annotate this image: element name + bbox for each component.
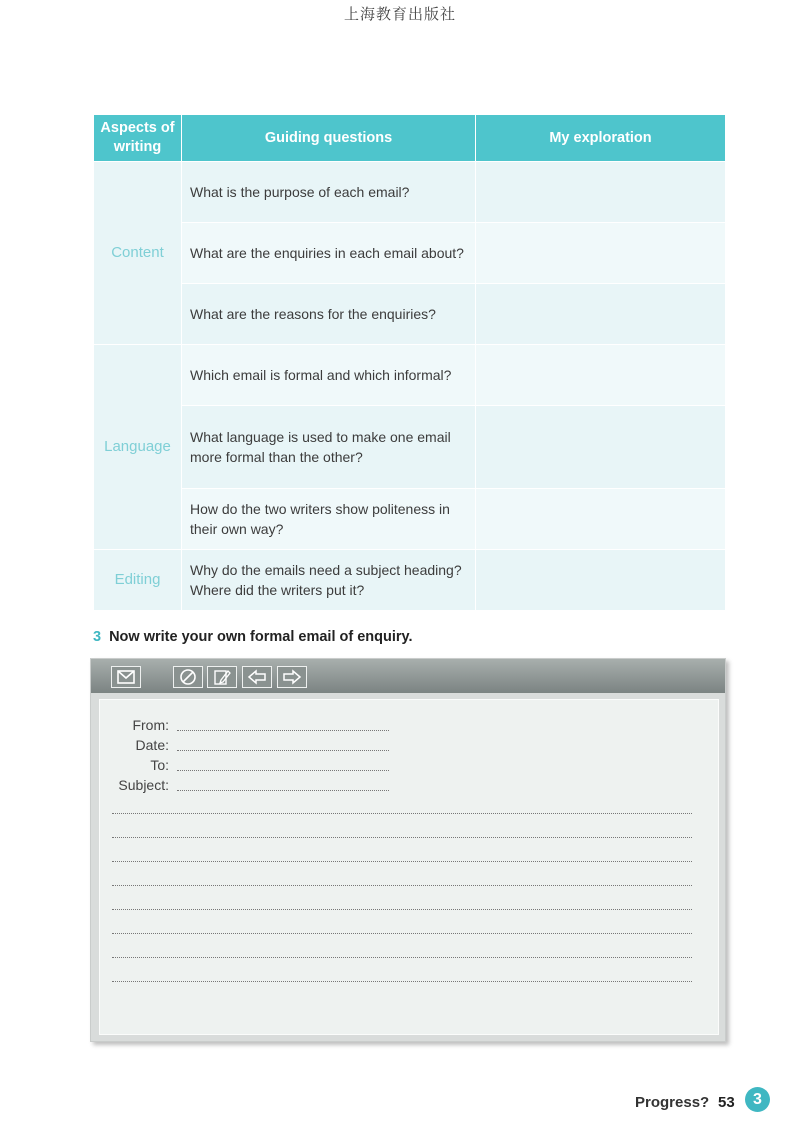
subject-field-row: [100, 774, 389, 794]
aspect-content: Content: [94, 162, 182, 345]
header-aspects: Aspects of writing: [94, 115, 182, 162]
from-field-row: [100, 714, 389, 734]
date-label: Date:: [135, 737, 169, 753]
exploration-cell[interactable]: [476, 489, 726, 550]
aspect-language: Language: [94, 345, 182, 550]
email-body: [99, 699, 719, 1035]
message-line[interactable]: [112, 957, 692, 958]
message-line[interactable]: [112, 981, 692, 982]
writing-aspects-table: [93, 114, 726, 611]
message-line[interactable]: [112, 933, 692, 934]
table-row: [94, 162, 726, 223]
from-label: From:: [132, 717, 169, 733]
message-line[interactable]: [112, 885, 692, 886]
date-field[interactable]: [177, 737, 389, 751]
edit-icon[interactable]: [207, 666, 237, 688]
question-cell: What are the enquiries in each email about?: [182, 223, 476, 284]
task-text: Now write your own formal email of enquiry.: [109, 629, 413, 645]
question-cell: What are the reasons for the enquiries?: [182, 284, 476, 345]
message-line[interactable]: [112, 813, 692, 814]
message-line[interactable]: [112, 861, 692, 862]
exploration-cell[interactable]: [476, 406, 726, 489]
task-number: 3: [93, 629, 102, 645]
subject-field[interactable]: [177, 777, 389, 791]
table-row: [94, 223, 726, 284]
from-field[interactable]: [177, 717, 389, 731]
forward-arrow-icon[interactable]: [277, 666, 307, 688]
question-cell: What is the purpose of each email?: [182, 162, 476, 223]
aspect-editing: Editing: [94, 550, 182, 611]
table-row: [94, 284, 726, 345]
table-row: [94, 550, 726, 611]
question-cell: How do the two writers show politeness in their own way?: [182, 489, 476, 550]
question-cell: Which email is formal and which informal?: [182, 345, 476, 406]
header-guiding-questions: Guiding questions: [182, 115, 476, 162]
to-field[interactable]: [177, 757, 389, 771]
table-header-row: [94, 115, 726, 162]
unit-badge: 3: [745, 1087, 770, 1112]
back-arrow-icon[interactable]: [242, 666, 272, 688]
question-cell: Why do the emails need a subject heading? Where did the writers put it?: [182, 550, 476, 611]
question-cell: What language is used to make one email more formal than the other?: [182, 406, 476, 489]
table-row: [94, 345, 726, 406]
exploration-cell[interactable]: [476, 284, 726, 345]
envelope-icon[interactable]: [111, 666, 141, 688]
date-field-row: [100, 734, 389, 754]
page-footer: [600, 1090, 800, 1120]
email-toolbar: [91, 659, 725, 693]
email-compose-window: [90, 658, 726, 1042]
to-field-row: [100, 754, 389, 774]
task-instruction: [93, 629, 413, 645]
exploration-cell[interactable]: [476, 550, 726, 611]
progress-label: Progress?: [635, 1094, 710, 1111]
publisher-header: 上海教育出版社: [343, 5, 456, 23]
to-label: To:: [150, 757, 169, 773]
exploration-cell[interactable]: [476, 345, 726, 406]
message-line[interactable]: [112, 909, 692, 910]
table-row: [94, 489, 726, 550]
exploration-cell[interactable]: [476, 223, 726, 284]
header-my-exploration: My exploration: [476, 115, 726, 162]
page-number: 53: [718, 1094, 735, 1111]
message-line[interactable]: [112, 837, 692, 838]
cancel-icon[interactable]: [173, 666, 203, 688]
subject-label: Subject:: [118, 777, 169, 793]
exploration-cell[interactable]: [476, 162, 726, 223]
table-row: [94, 406, 726, 489]
